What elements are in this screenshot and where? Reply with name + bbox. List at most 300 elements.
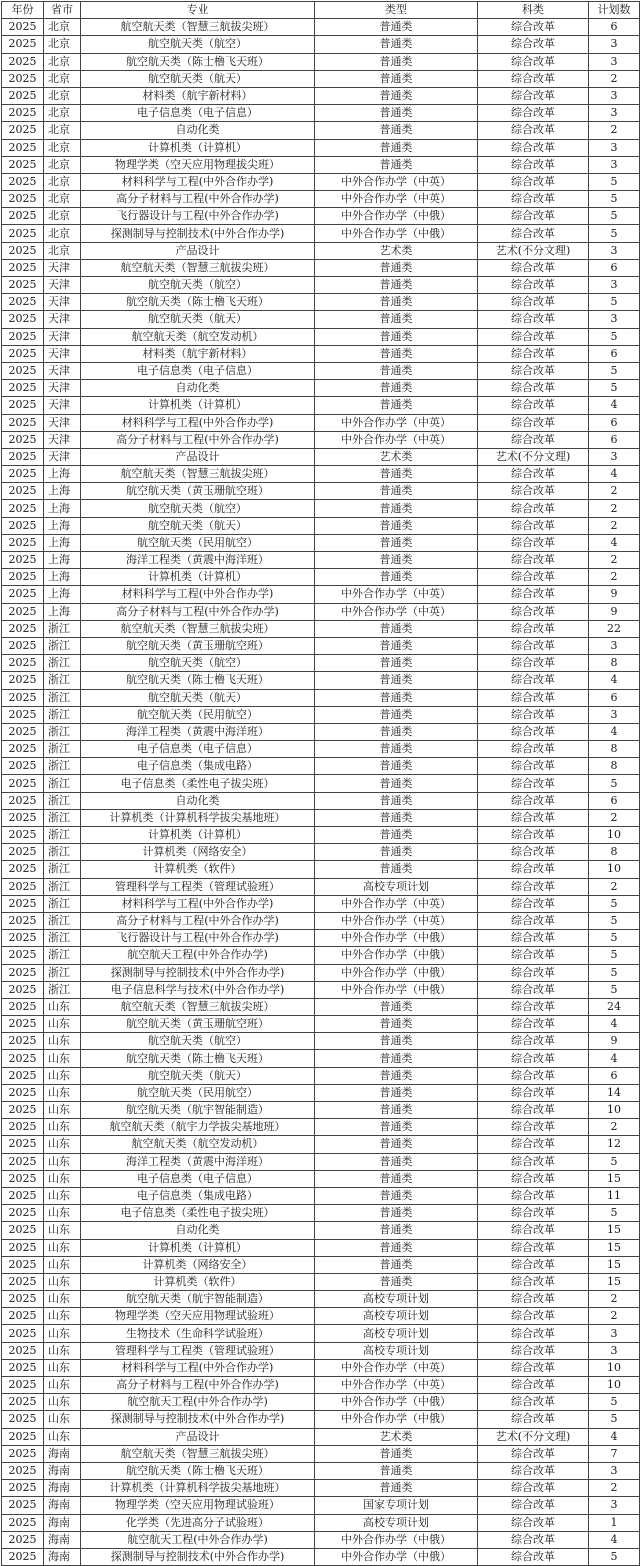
cell-major: 自动化类 (81, 122, 315, 139)
cell-year: 2025 (2, 1514, 44, 1531)
cell-province: 北京 (44, 36, 81, 53)
cell-major: 航空航天类（民用航空） (81, 1084, 315, 1101)
table-row (2, 895, 640, 912)
table-row (2, 1102, 640, 1119)
cell-type: 普通类 (315, 466, 478, 483)
cell-type: 中外合作办学（中英） (315, 1377, 478, 1394)
cell-major: 航空航天类（航空发动机） (81, 1136, 315, 1153)
cell-category: 综合改革 (478, 1239, 589, 1256)
cell-type: 普通类 (315, 380, 478, 397)
cell-major: 电子信息类（柔性电子拔尖班） (81, 775, 315, 792)
cell-type: 艺术类 (315, 448, 478, 465)
cell-year: 2025 (2, 1170, 44, 1187)
cell-plan-count: 4 (589, 1428, 640, 1445)
cell-category: 综合改革 (478, 1256, 589, 1273)
cell-major: 自动化类 (81, 380, 315, 397)
table-row (2, 998, 640, 1015)
cell-type: 中外合作办学（中英） (315, 431, 478, 448)
cell-category: 综合改革 (478, 1136, 589, 1153)
cell-major: 航空航天类（智慧三航拔尖班） (81, 1445, 315, 1462)
cell-category: 综合改革 (478, 1033, 589, 1050)
table-row (2, 809, 640, 826)
table-row (2, 345, 640, 362)
cell-year: 2025 (2, 912, 44, 929)
cell-year: 2025 (2, 723, 44, 740)
cell-major: 计算机类（计算机） (81, 569, 315, 586)
cell-category: 综合改革 (478, 827, 589, 844)
cell-category: 综合改革 (478, 362, 589, 379)
cell-major: 航空航天类（航天） (81, 1067, 315, 1084)
cell-category: 综合改革 (478, 1273, 589, 1290)
cell-type: 普通类 (315, 844, 478, 861)
table-row (2, 122, 640, 139)
cell-major: 高分子材料与工程(中外合作办学) (81, 1377, 315, 1394)
cell-province: 浙江 (44, 672, 81, 689)
cell-type: 普通类 (315, 122, 478, 139)
table-row (2, 1239, 640, 1256)
table-row (2, 964, 640, 981)
cell-category: 综合改革 (478, 87, 589, 104)
cell-type: 中外合作办学（中俄） (315, 964, 478, 981)
cell-year: 2025 (2, 1033, 44, 1050)
cell-year: 2025 (2, 895, 44, 912)
cell-province: 山东 (44, 1170, 81, 1187)
cell-province: 北京 (44, 225, 81, 242)
cell-province: 浙江 (44, 741, 81, 758)
cell-plan-count: 6 (589, 1067, 640, 1084)
cell-category: 综合改革 (478, 998, 589, 1015)
cell-province: 海南 (44, 1462, 81, 1479)
table-row (2, 328, 640, 345)
cell-type: 普通类 (315, 861, 478, 878)
cell-year: 2025 (2, 414, 44, 431)
cell-category: 综合改革 (478, 1067, 589, 1084)
cell-year: 2025 (2, 1480, 44, 1497)
cell-plan-count: 8 (589, 741, 640, 758)
cell-year: 2025 (2, 397, 44, 414)
cell-type: 普通类 (315, 500, 478, 517)
cell-plan-count: 5 (589, 294, 640, 311)
cell-category: 艺术(不分文理) (478, 448, 589, 465)
cell-category: 综合改革 (478, 792, 589, 809)
cell-year: 2025 (2, 947, 44, 964)
cell-province: 山东 (44, 1016, 81, 1033)
cell-plan-count: 3 (589, 706, 640, 723)
cell-plan-count: 2 (589, 500, 640, 517)
table-row (2, 534, 640, 551)
cell-plan-count: 5 (589, 225, 640, 242)
cell-category: 综合改革 (478, 861, 589, 878)
cell-plan-count: 15 (589, 1256, 640, 1273)
cell-plan-count: 6 (589, 689, 640, 706)
cell-year: 2025 (2, 1256, 44, 1273)
cell-province: 天津 (44, 448, 81, 465)
cell-plan-count: 2 (589, 70, 640, 87)
cell-type: 高校专项计划 (315, 1514, 478, 1531)
cell-type: 普通类 (315, 827, 478, 844)
cell-province: 上海 (44, 569, 81, 586)
cell-major: 材料科学与工程(中外合作办学) (81, 173, 315, 190)
cell-type: 普通类 (315, 723, 478, 740)
cell-type: 普通类 (315, 1016, 478, 1033)
cell-province: 山东 (44, 1273, 81, 1290)
cell-category: 综合改革 (478, 775, 589, 792)
cell-type: 普通类 (315, 362, 478, 379)
cell-major: 计算机类（计算机科学拔尖基地班） (81, 1480, 315, 1497)
cell-province: 天津 (44, 362, 81, 379)
cell-major: 航空航天工程(中外合作办学) (81, 947, 315, 964)
cell-category: 综合改革 (478, 431, 589, 448)
cell-province: 北京 (44, 139, 81, 156)
table-row (2, 775, 640, 792)
table-row (2, 173, 640, 190)
table-row (2, 139, 640, 156)
table-row (2, 912, 640, 929)
cell-year: 2025 (2, 758, 44, 775)
cell-category: 综合改革 (478, 844, 589, 861)
cell-year: 2025 (2, 1067, 44, 1084)
cell-plan-count: 5 (589, 208, 640, 225)
cell-plan-count: 5 (589, 1153, 640, 1170)
cell-type: 中外合作办学（中俄） (315, 1548, 478, 1565)
cell-year: 2025 (2, 586, 44, 603)
cell-category: 综合改革 (478, 1153, 589, 1170)
cell-major: 航空航天类（陈士橹飞天班） (81, 672, 315, 689)
cell-type: 中外合作办学（中英） (315, 586, 478, 603)
cell-type: 普通类 (315, 1067, 478, 1084)
cell-category: 综合改革 (478, 19, 589, 36)
cell-province: 山东 (44, 1239, 81, 1256)
cell-category: 综合改革 (478, 139, 589, 156)
cell-type: 普通类 (315, 294, 478, 311)
cell-type: 普通类 (315, 483, 478, 500)
cell-year: 2025 (2, 620, 44, 637)
cell-type: 中外合作办学（中俄） (315, 981, 478, 998)
cell-category: 综合改革 (478, 534, 589, 551)
cell-type: 普通类 (315, 741, 478, 758)
cell-year: 2025 (2, 1016, 44, 1033)
cell-category: 综合改革 (478, 173, 589, 190)
cell-province: 天津 (44, 294, 81, 311)
cell-major: 飞行器设计与工程(中外合作办学) (81, 208, 315, 225)
cell-category: 综合改革 (478, 912, 589, 929)
cell-province: 北京 (44, 173, 81, 190)
table-row (2, 1016, 640, 1033)
cell-type: 普通类 (315, 259, 478, 276)
cell-plan-count: 3 (589, 637, 640, 654)
table-row (2, 1119, 640, 1136)
cell-category: 综合改革 (478, 809, 589, 826)
cell-category: 综合改革 (478, 878, 589, 895)
cell-major: 计算机类（计算机） (81, 139, 315, 156)
header-category: 科类 (478, 2, 589, 19)
cell-category: 综合改革 (478, 1119, 589, 1136)
cell-category: 综合改革 (478, 156, 589, 173)
cell-year: 2025 (2, 517, 44, 534)
table-row (2, 294, 640, 311)
cell-province: 浙江 (44, 620, 81, 637)
cell-year: 2025 (2, 775, 44, 792)
cell-plan-count: 8 (589, 844, 640, 861)
cell-major: 计算机类（软件） (81, 1273, 315, 1290)
cell-major: 探测制导与控制技术(中外合作办学) (81, 1411, 315, 1428)
cell-year: 2025 (2, 156, 44, 173)
cell-plan-count: 3 (589, 448, 640, 465)
cell-category: 综合改革 (478, 758, 589, 775)
cell-plan-count: 2 (589, 1308, 640, 1325)
table-row (2, 1153, 640, 1170)
cell-province: 北京 (44, 53, 81, 70)
cell-type: 中外合作办学（中英） (315, 191, 478, 208)
cell-plan-count: 15 (589, 1222, 640, 1239)
cell-year: 2025 (2, 741, 44, 758)
cell-province: 山东 (44, 1084, 81, 1101)
cell-type: 高校专项计划 (315, 1342, 478, 1359)
table-row (2, 36, 640, 53)
cell-province: 浙江 (44, 655, 81, 672)
cell-major: 航空航天类（航空） (81, 277, 315, 294)
cell-major: 材料科学与工程(中外合作办学) (81, 895, 315, 912)
cell-province: 山东 (44, 1325, 81, 1342)
cell-plan-count: 2 (589, 122, 640, 139)
cell-type: 普通类 (315, 397, 478, 414)
cell-type: 中外合作办学（中俄） (315, 947, 478, 964)
cell-plan-count: 6 (589, 19, 640, 36)
cell-category: 综合改革 (478, 1170, 589, 1187)
cell-category: 综合改革 (478, 1514, 589, 1531)
cell-year: 2025 (2, 19, 44, 36)
cell-year: 2025 (2, 448, 44, 465)
cell-major: 材料类（航宇新材料） (81, 345, 315, 362)
cell-type: 普通类 (315, 1033, 478, 1050)
cell-year: 2025 (2, 294, 44, 311)
cell-plan-count: 3 (589, 87, 640, 104)
cell-plan-count: 15 (589, 1273, 640, 1290)
cell-type: 普通类 (315, 758, 478, 775)
table-row (2, 1514, 640, 1531)
cell-category: 综合改革 (478, 1222, 589, 1239)
cell-category: 综合改革 (478, 225, 589, 242)
cell-type: 中外合作办学（中俄） (315, 208, 478, 225)
cell-major: 航空航天类（陈士橹飞天班） (81, 1050, 315, 1067)
cell-type: 普通类 (315, 1445, 478, 1462)
cell-major: 电子信息类（电子信息） (81, 1170, 315, 1187)
cell-plan-count: 2 (589, 878, 640, 895)
cell-plan-count: 5 (589, 775, 640, 792)
cell-category: 综合改革 (478, 294, 589, 311)
cell-major: 计算机类（网络安全） (81, 1256, 315, 1273)
cell-category: 综合改革 (478, 380, 589, 397)
cell-type: 普通类 (315, 19, 478, 36)
cell-major: 产品设计 (81, 1428, 315, 1445)
table-row (2, 53, 640, 70)
table-row (2, 792, 640, 809)
table-row (2, 277, 640, 294)
cell-type: 普通类 (315, 1153, 478, 1170)
cell-year: 2025 (2, 637, 44, 654)
cell-major: 自动化类 (81, 792, 315, 809)
cell-type: 普通类 (315, 1222, 478, 1239)
table-header (2, 2, 640, 19)
table-body (2, 19, 640, 1566)
table-row (2, 208, 640, 225)
cell-plan-count: 5 (589, 380, 640, 397)
cell-type: 中外合作办学（中英） (315, 173, 478, 190)
cell-category: 综合改革 (478, 1531, 589, 1548)
cell-type: 高校专项计划 (315, 1308, 478, 1325)
cell-category: 综合改革 (478, 311, 589, 328)
cell-major: 化学类（先进高分子试验班） (81, 1514, 315, 1531)
cell-province: 浙江 (44, 689, 81, 706)
cell-category: 综合改革 (478, 517, 589, 534)
cell-province: 浙江 (44, 964, 81, 981)
cell-plan-count: 5 (589, 1205, 640, 1222)
cell-year: 2025 (2, 466, 44, 483)
table-row (2, 620, 640, 637)
cell-province: 北京 (44, 208, 81, 225)
cell-year: 2025 (2, 1445, 44, 1462)
cell-province: 浙江 (44, 723, 81, 740)
cell-type: 普通类 (315, 105, 478, 122)
cell-category: 综合改革 (478, 603, 589, 620)
cell-major: 海洋工程类（黄震中海洋班） (81, 1153, 315, 1170)
cell-province: 北京 (44, 105, 81, 122)
cell-province: 山东 (44, 1222, 81, 1239)
cell-plan-count: 2 (589, 1480, 640, 1497)
cell-major: 电子信息类（电子信息） (81, 105, 315, 122)
cell-type: 普通类 (315, 706, 478, 723)
cell-year: 2025 (2, 655, 44, 672)
cell-plan-count: 9 (589, 1033, 640, 1050)
cell-year: 2025 (2, 1548, 44, 1565)
cell-plan-count: 3 (589, 277, 640, 294)
cell-type: 普通类 (315, 1239, 478, 1256)
cell-province: 海南 (44, 1445, 81, 1462)
cell-year: 2025 (2, 809, 44, 826)
table-row (2, 586, 640, 603)
cell-year: 2025 (2, 964, 44, 981)
cell-category: 综合改革 (478, 1394, 589, 1411)
table-row (2, 1256, 640, 1273)
cell-province: 北京 (44, 122, 81, 139)
cell-plan-count: 2 (589, 1119, 640, 1136)
cell-plan-count: 2 (589, 809, 640, 826)
cell-year: 2025 (2, 1411, 44, 1428)
cell-major: 电子信息类（电子信息） (81, 741, 315, 758)
table-row (2, 1462, 640, 1479)
cell-year: 2025 (2, 362, 44, 379)
table-row (2, 1359, 640, 1376)
cell-plan-count: 10 (589, 861, 640, 878)
table-row (2, 242, 640, 259)
cell-province: 山东 (44, 1187, 81, 1204)
cell-major: 航空航天工程(中外合作办学) (81, 1531, 315, 1548)
cell-year: 2025 (2, 345, 44, 362)
cell-type: 普通类 (315, 139, 478, 156)
cell-major: 生物技术（生命科学试验班） (81, 1325, 315, 1342)
cell-type: 普通类 (315, 345, 478, 362)
cell-plan-count: 6 (589, 431, 640, 448)
cell-plan-count: 10 (589, 1377, 640, 1394)
cell-year: 2025 (2, 1394, 44, 1411)
cell-province: 山东 (44, 1205, 81, 1222)
table-row (2, 1411, 640, 1428)
cell-province: 天津 (44, 259, 81, 276)
table-row (2, 259, 640, 276)
cell-category: 综合改革 (478, 1497, 589, 1514)
cell-plan-count: 4 (589, 1016, 640, 1033)
cell-plan-count: 2 (589, 569, 640, 586)
table-row (2, 1050, 640, 1067)
cell-major: 探测制导与控制技术(中外合作办学) (81, 225, 315, 242)
table-row (2, 1222, 640, 1239)
cell-year: 2025 (2, 191, 44, 208)
cell-major: 航空航天类（航宇力学拔尖基地班） (81, 1119, 315, 1136)
cell-year: 2025 (2, 1291, 44, 1308)
cell-plan-count: 10 (589, 827, 640, 844)
cell-year: 2025 (2, 53, 44, 70)
cell-category: 综合改革 (478, 414, 589, 431)
cell-province: 浙江 (44, 758, 81, 775)
cell-category: 综合改革 (478, 930, 589, 947)
cell-plan-count: 5 (589, 1411, 640, 1428)
table-row (2, 500, 640, 517)
cell-province: 山东 (44, 1428, 81, 1445)
cell-plan-count: 4 (589, 1531, 640, 1548)
cell-major: 材料科学与工程(中外合作办学) (81, 1359, 315, 1376)
cell-year: 2025 (2, 534, 44, 551)
cell-plan-count: 3 (589, 1497, 640, 1514)
cell-province: 浙江 (44, 981, 81, 998)
table-row (2, 1342, 640, 1359)
cell-province: 上海 (44, 552, 81, 569)
cell-plan-count: 7 (589, 1445, 640, 1462)
cell-province: 天津 (44, 311, 81, 328)
table-row (2, 947, 640, 964)
cell-plan-count: 8 (589, 655, 640, 672)
cell-major: 管理科学与工程类（管理试验班） (81, 878, 315, 895)
cell-plan-count: 4 (589, 466, 640, 483)
table-row (2, 878, 640, 895)
cell-major: 航空航天类（航天） (81, 689, 315, 706)
cell-plan-count: 5 (589, 1548, 640, 1565)
table-row (2, 70, 640, 87)
cell-major: 计算机类（计算机） (81, 1239, 315, 1256)
cell-plan-count: 22 (589, 620, 640, 637)
table-row (2, 225, 640, 242)
cell-type: 普通类 (315, 87, 478, 104)
cell-plan-count: 5 (589, 895, 640, 912)
table-row (2, 637, 640, 654)
cell-plan-count: 5 (589, 328, 640, 345)
cell-plan-count: 2 (589, 483, 640, 500)
table-row (2, 362, 640, 379)
cell-category: 综合改革 (478, 208, 589, 225)
cell-province: 浙江 (44, 637, 81, 654)
cell-category: 综合改革 (478, 500, 589, 517)
cell-type: 中外合作办学（中英） (315, 912, 478, 929)
cell-plan-count: 3 (589, 1325, 640, 1342)
cell-type: 普通类 (315, 620, 478, 637)
cell-plan-count: 15 (589, 1170, 640, 1187)
cell-plan-count: 3 (589, 156, 640, 173)
table-row (2, 603, 640, 620)
cell-type: 普通类 (315, 792, 478, 809)
cell-year: 2025 (2, 1119, 44, 1136)
cell-plan-count: 24 (589, 998, 640, 1015)
cell-major: 海洋工程类（黄震中海洋班） (81, 723, 315, 740)
cell-province: 山东 (44, 1067, 81, 1084)
